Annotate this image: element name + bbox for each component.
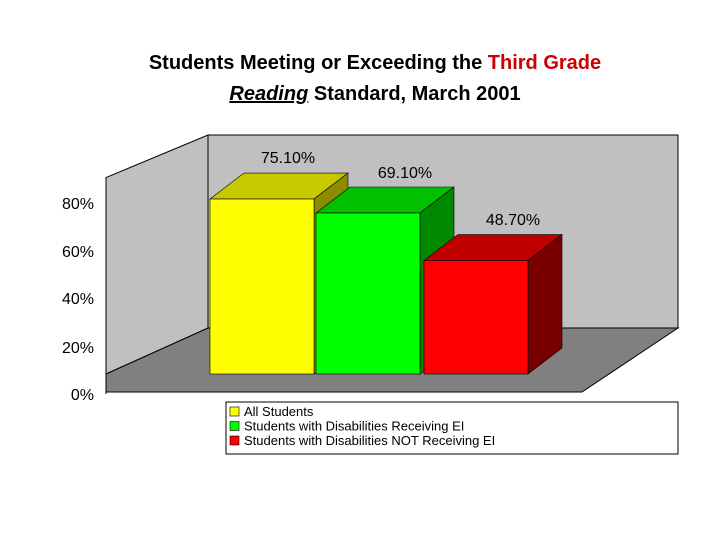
y-tick-label: 20%	[61, 340, 94, 357]
y-tick-label: 40%	[61, 291, 94, 308]
y-tick-label: 0%	[70, 387, 94, 404]
data-label: 69.10%	[377, 165, 433, 182]
title-rest: Standard, March 2001	[308, 83, 521, 105]
data-label: 48.70%	[485, 212, 541, 229]
title-prefix: Students Meeting or Exceeding the	[148, 52, 488, 74]
y-tick-label: 60%	[61, 244, 94, 261]
legend-swatch	[230, 422, 239, 431]
data-label: 75.10%	[260, 150, 316, 167]
legend-label: Students with Disabilities Receiving EI	[244, 418, 465, 434]
legend-label: All Students	[244, 404, 314, 419]
title-highlight: Third Grade	[487, 52, 602, 74]
bar	[210, 199, 314, 374]
legend	[226, 402, 678, 454]
title-underlined-word: Reading	[229, 83, 309, 105]
legend-label: Students with Disabilities NOT Receiving EI	[244, 433, 496, 448]
legend-swatch	[230, 407, 239, 416]
y-tick-label: 80%	[61, 196, 94, 213]
bar	[316, 213, 420, 374]
bar	[424, 261, 528, 374]
bar-group	[424, 235, 562, 374]
legend-swatch	[230, 436, 239, 445]
